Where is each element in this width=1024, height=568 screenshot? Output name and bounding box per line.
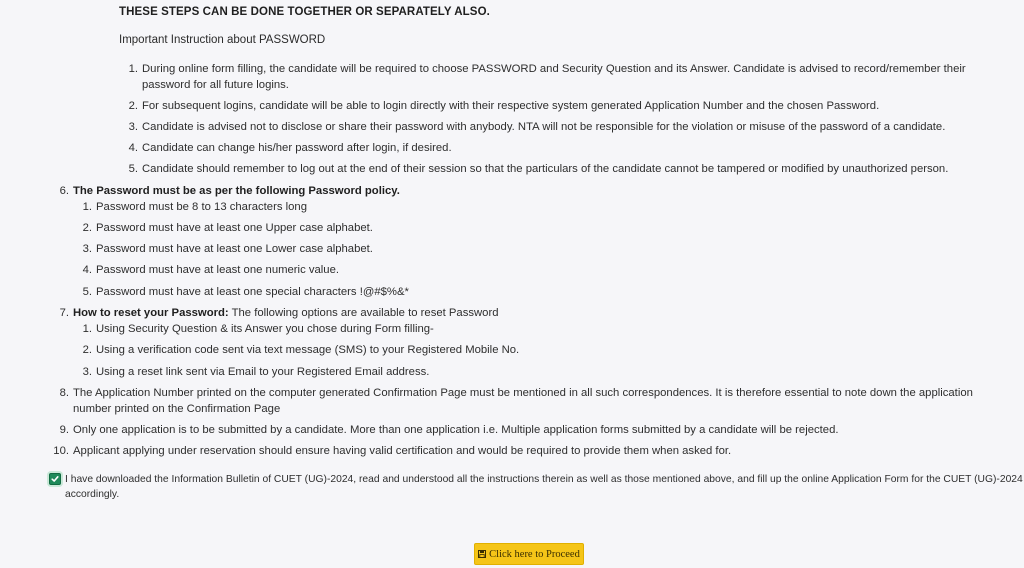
consent-text: I have downloaded the Information Bulletin of CUET (UG)-2024, read and understood all the instructions therein as well as those mentioned above, and fill up the online Application Form for the CUET (UG)-2024 accordingly. <box>65 474 1023 500</box>
list-item: 7. How to reset your Password: The following options are available to reset Password <box>59 307 499 319</box>
list-item: 2. Password must have at least one Upper case alphabet. <box>82 222 373 234</box>
checkmark-icon <box>51 475 59 483</box>
list-item: 4. Candidate can change his/her password after login, if desired. <box>128 142 452 154</box>
list-item: 3. Using a reset link sent via Email to your Registered Email address. <box>82 366 430 378</box>
list-item: 1. During online form filling, the candidate will be required to choose PASSWORD and Security Question and its Answer. Candidate is advised to record/remember their password for all future logins. <box>128 63 966 91</box>
list-item: 1. Password must be 8 to 13 characters long <box>82 201 307 213</box>
list-item: 10. Applicant applying under reservation should ensure having valid certification and would be required to provide them when asked for. <box>53 445 732 457</box>
list-item: 9. Only one application is to be submitted by a candidate. More than one application i.e. Multiple application forms submitted by a candidate will be rejected. <box>59 424 839 436</box>
list-item: 6. The Password must be as per the following Password policy. <box>59 185 400 197</box>
list-item: 3. Candidate is advised not to disclose or share their password with anybody. NTA will not be responsible for the violation or misuse of the password of a candidate. <box>128 121 946 133</box>
proceed-button-label: Click here to Proceed <box>489 548 580 560</box>
list-item: 2. Using a verification code sent via text message (SMS) to your Registered Mobile No. <box>82 344 520 356</box>
list-item: 8. The Application Number printed on the computer generated Confirmation Page must be mentioned in all such correspondences. It is therefore essential to note down the application number printed on the Confirmation Page <box>59 387 973 415</box>
list-item: 1. Using Security Question & its Answer you chose during Form filling- <box>82 323 434 335</box>
instructions-heading: THESE STEPS CAN BE DONE TOGETHER OR SEPARATELY ALSO. <box>119 6 490 18</box>
list-item: 5. Password must have at least one special characters !@#$%&* <box>82 286 409 298</box>
proceed-button[interactable] <box>474 543 584 565</box>
list-item: 2. For subsequent logins, candidate will be able to login directly with their respective system generated Application Number and the chosen Password. <box>128 100 880 112</box>
list-item: 4. Password must have at least one numeric value. <box>82 264 340 276</box>
password-policy-title: The Password must be as per the following Password policy. <box>73 185 400 197</box>
save-icon <box>478 550 486 558</box>
consent-checkbox[interactable] <box>49 473 61 485</box>
list-item: 5. Candidate should remember to log out at the end of their session so that the particulars of the candidate cannot be tampered or modified by unauthorized person. <box>128 163 949 175</box>
list-item: 3. Password must have at least one Lower case alphabet. <box>82 243 373 255</box>
password-intro: Important Instruction about PASSWORD <box>119 34 326 46</box>
reset-password-title: How to reset your Password: <box>73 307 229 319</box>
